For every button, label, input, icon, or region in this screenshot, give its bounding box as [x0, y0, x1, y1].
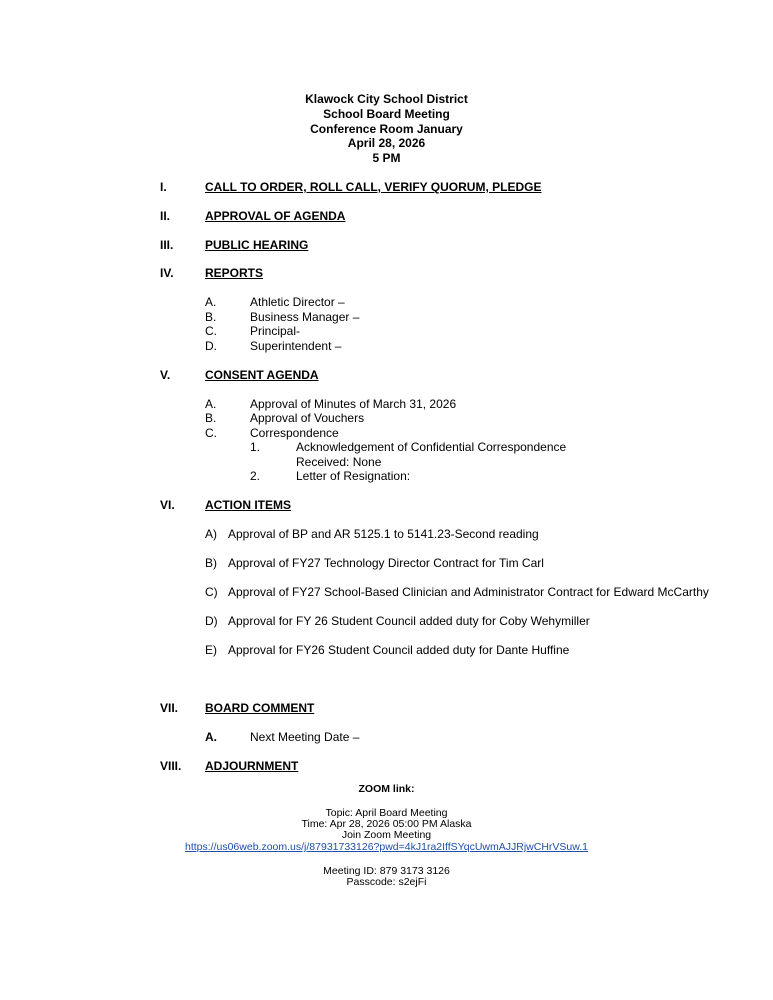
item-text: Business Manager –: [250, 310, 360, 324]
action-text: Approval of FY27 School-Based Clinician and Administrator Contract for Edward McCarthy: [228, 585, 709, 599]
section-number: II.: [160, 209, 171, 223]
action-letter: D): [205, 614, 218, 628]
item-text: Approval of Minutes of March 31, 2026: [250, 397, 457, 411]
zoom-time: Time: Apr 28, 2026 05:00 PM Alaska: [301, 818, 472, 830]
action-letter: C): [205, 585, 218, 599]
section-number: VIII.: [160, 759, 182, 773]
zoom-meeting-id: Meeting ID: 879 3173 3126: [323, 865, 450, 877]
meeting-name: School Board Meeting: [323, 107, 450, 121]
district-name: Klawock City School District: [305, 92, 468, 106]
section-number: III.: [160, 238, 174, 252]
section-title-reports: REPORTS: [205, 266, 264, 280]
item-letter: C.: [205, 324, 217, 338]
item-letter: D.: [205, 339, 217, 353]
zoom-join-label: Join Zoom Meeting: [341, 829, 432, 841]
zoom-meeting-link[interactable]: https://us06web.zoom.us/j/87931733126?pwd=4kJ1ra2IffSYqcUwmAJJRjwCHrVSuw.1: [184, 841, 588, 853]
action-letter: A): [205, 527, 217, 541]
action-text: Approval for FY 26 Student Council added duty for Coby Wehymiller: [228, 614, 590, 628]
section-title-consent-agenda: CONSENT AGENDA: [205, 368, 319, 382]
action-letter: E): [205, 643, 217, 657]
zoom-topic: Topic: April Board Meeting: [325, 807, 448, 819]
item-text: Next Meeting Date –: [250, 730, 360, 744]
subitem-text-continued: Received: None: [296, 455, 382, 469]
section-title-adjournment: ADJOURNMENT: [205, 759, 299, 773]
meeting-location: Conference Room January: [310, 122, 463, 136]
subitem-number: 2.: [250, 469, 261, 483]
item-letter: A.: [205, 730, 217, 744]
section-title-board-comment: BOARD COMMENT: [205, 701, 315, 715]
section-title-action-items: ACTION ITEMS: [205, 498, 291, 512]
item-letter: B.: [205, 411, 217, 425]
section-title-call-to-order: CALL TO ORDER, ROLL CALL, VERIFY QUORUM, PLEDGE: [205, 180, 542, 194]
item-text: Correspondence: [250, 426, 339, 440]
item-text: Superintendent –: [250, 339, 342, 353]
section-number: I.: [160, 180, 167, 194]
action-text: Approval for FY26 Student Council added duty for Dante Huffine: [228, 643, 570, 657]
meeting-date: April 28, 2026: [347, 136, 426, 150]
item-text: Athletic Director –: [250, 295, 345, 309]
item-text: Approval of Vouchers: [250, 411, 365, 425]
zoom-passcode: Passcode: s2ejFi: [346, 876, 427, 888]
subitem-text: Acknowledgement of Confidential Correspondence: [296, 440, 567, 454]
zoom-link-row: [0, 842, 773, 854]
section-title-public-hearing: PUBLIC HEARING: [205, 238, 309, 252]
section-number: V.: [160, 368, 171, 382]
subitem-number: 1.: [250, 440, 261, 454]
action-text: Approval of BP and AR 5125.1 to 5141.23-Second reading: [228, 527, 539, 541]
section-title-approval-of-agenda: APPROVAL OF AGENDA: [205, 209, 346, 223]
zoom-heading: ZOOM link:: [358, 783, 415, 795]
section-number: VII.: [160, 701, 179, 715]
item-letter: A.: [205, 397, 217, 411]
action-text: Approval of FY27 Technology Director Contract for Tim Carl: [228, 556, 544, 570]
item-letter: A.: [205, 295, 217, 309]
action-letter: B): [205, 556, 217, 570]
section-number: IV.: [160, 266, 174, 280]
meeting-time: 5 PM: [372, 151, 401, 165]
item-letter: C.: [205, 426, 217, 440]
item-letter: B.: [205, 310, 217, 324]
item-text: Principal-: [250, 324, 301, 338]
section-number: VI.: [160, 498, 175, 512]
subitem-text: Letter of Resignation:: [296, 469, 411, 483]
